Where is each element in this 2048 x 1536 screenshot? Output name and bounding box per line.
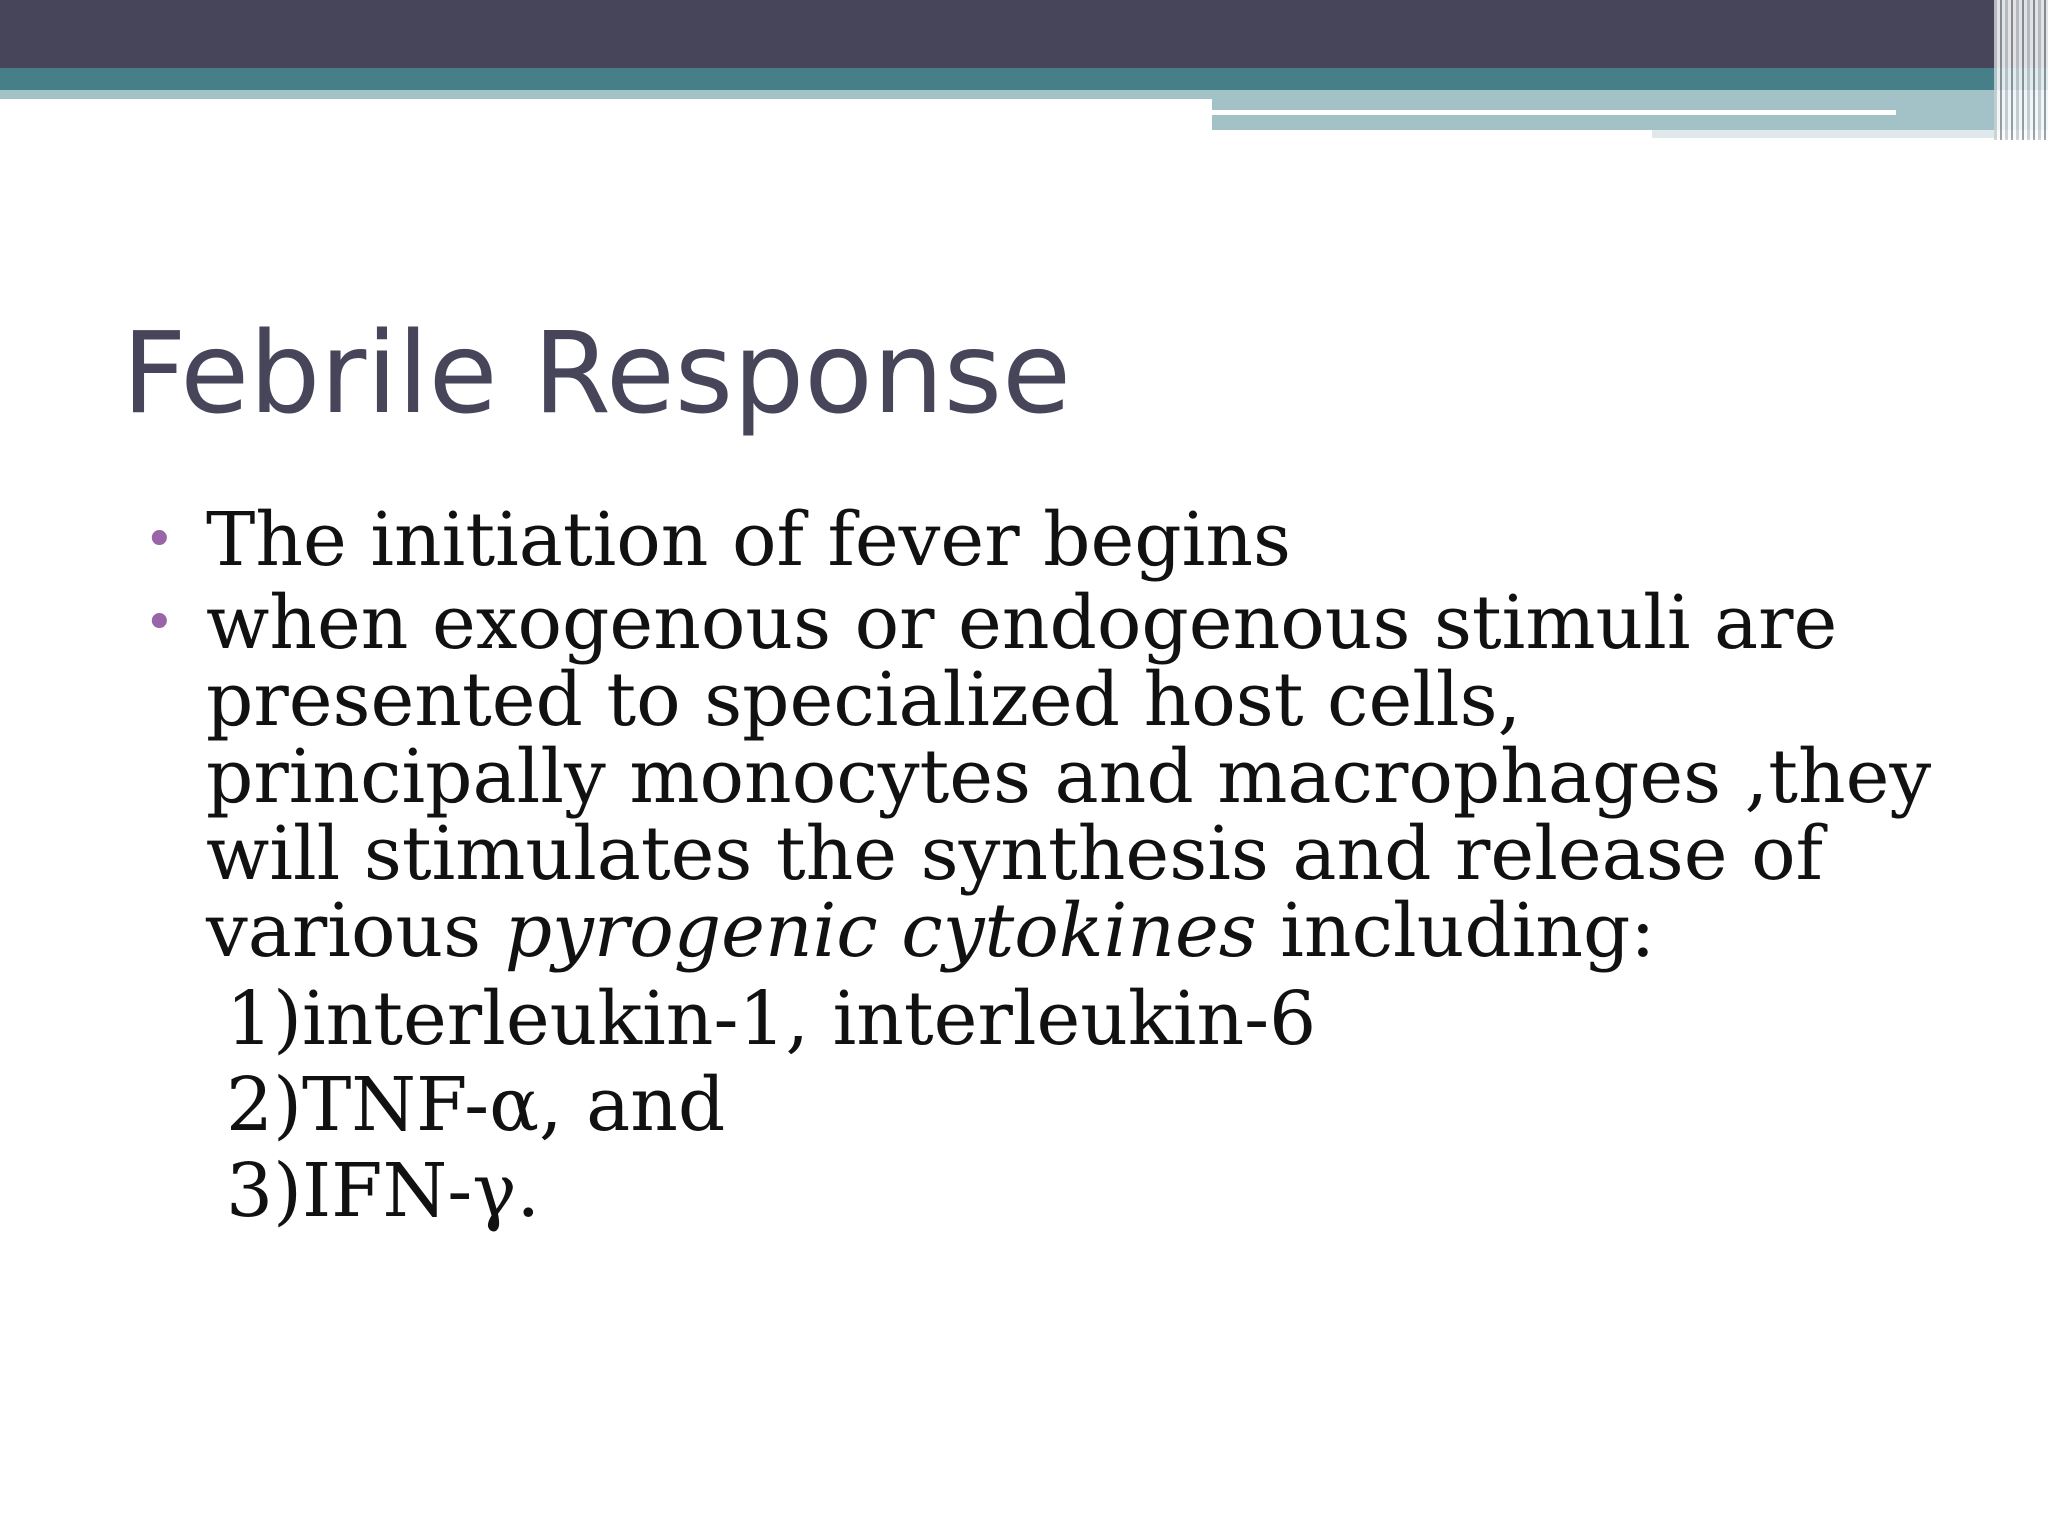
- cytokine-item: 2)TNF-α, and: [226, 1062, 726, 1148]
- bullet-text: [206, 580, 1940, 974]
- cytokine-list: [140, 976, 1940, 1234]
- header-band-light: [0, 90, 1212, 99]
- slide-title: Febrile Response: [122, 309, 1071, 439]
- header-band-right-fade: [1652, 130, 2048, 138]
- bullet-text-part: including:: [1256, 888, 1656, 974]
- bullet-text-part: when exogenous or endogenous stimuli are presented to specialized host cells, principally monocytes and macrophages ,they will stimulates the synthesis and release of various: [206, 580, 1932, 974]
- cytokine-item: 1)interleukin-1, interleukin-6: [226, 976, 1317, 1062]
- header-band-teal: [0, 68, 2048, 90]
- header-band-right: [1212, 90, 2048, 100]
- slide-body: [140, 497, 1940, 1234]
- bullet-item: [140, 497, 1940, 583]
- header-band-divider: [1212, 110, 1896, 115]
- header-stripes: [1994, 0, 2048, 140]
- header-band-right-lower: [1212, 100, 2048, 130]
- bullet-text-italic: pyrogenic cytokines: [504, 888, 1257, 974]
- bullet-icon: •: [144, 510, 175, 570]
- header-band-dark: [0, 0, 2048, 68]
- bullet-text: The initiation of fever begins: [206, 497, 1291, 583]
- cytokine-item: 3)IFN-γ.: [226, 1148, 541, 1234]
- bullet-item: [140, 580, 1940, 974]
- bullet-icon: •: [144, 593, 175, 653]
